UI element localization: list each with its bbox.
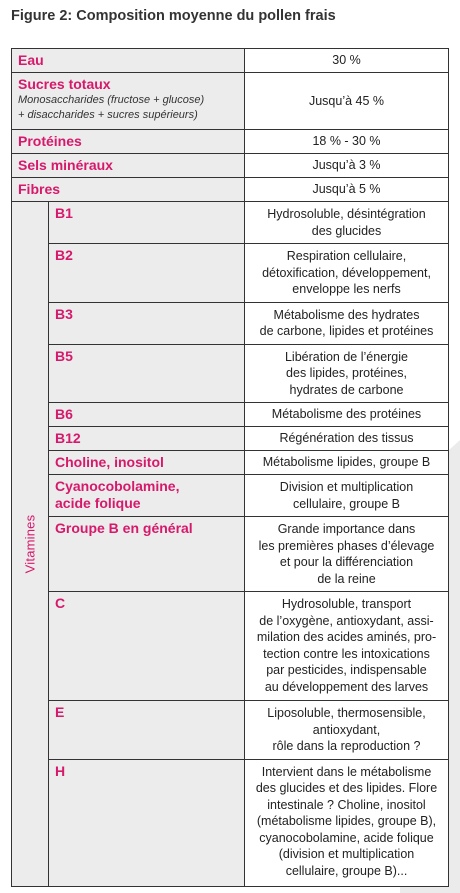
vitamins-group-cell [12, 202, 49, 887]
vitamin-name: C [49, 592, 245, 701]
vitamin-name: B3 [49, 302, 245, 344]
description-line: rôle dans la reproduction ? [272, 739, 421, 753]
description-line: détoxification, développement, [262, 265, 431, 280]
description-line: des glucides [311, 223, 382, 238]
description-line: de la reine [317, 571, 376, 586]
description-line: Respiration cellulaire, [286, 249, 407, 263]
vitamin-row-c [12, 592, 449, 701]
vitamin-name: B5 [49, 344, 245, 403]
vitamin-row-h [12, 759, 449, 886]
vitamin-row-choline [12, 451, 449, 475]
vitamin-row-b6 [12, 403, 449, 427]
table-row-fibres [12, 178, 449, 202]
description-line: des lipides, protéines, [286, 366, 407, 380]
description-line: milation des acides aminés, pro- [256, 630, 437, 644]
description-line: tection contre les intoxications [263, 646, 430, 661]
row-value: 18 % - 30 % [245, 130, 449, 154]
vitamin-row-groupe-b [12, 517, 449, 592]
description-line: Hydrosoluble, désintégration [267, 207, 426, 221]
vitamin-name: H [49, 759, 245, 886]
vitamin-description [245, 344, 449, 403]
vitamin-row-b5 [12, 344, 449, 403]
description-line: Liposoluble, thermosensible, [267, 706, 426, 720]
row-label-group [12, 73, 245, 130]
row-label: Fibres [12, 178, 245, 202]
vitamin-name: B1 [49, 202, 245, 244]
description-line: Métabolisme lipides, groupe B [262, 455, 431, 469]
vitamin-name: B2 [49, 244, 245, 303]
vitamin-row-b2 [12, 244, 449, 303]
vitamin-description [245, 427, 449, 451]
vitamin-row-b1 [12, 202, 449, 244]
vitamin-description [245, 202, 449, 244]
description-line: Régénération des tissus [279, 431, 414, 445]
description-line: par pesticides, indispensable [266, 663, 427, 677]
row-value: 30 % [245, 49, 449, 73]
table-row-sucres [12, 73, 449, 130]
description-line: Intervient dans le métabolisme [261, 764, 432, 779]
vitamin-name: Cyanocobolamine, [55, 478, 180, 494]
description-line: Métabolisme des protéines [271, 407, 422, 421]
description-line: enveloppe les nerfs [292, 282, 401, 296]
row-label: Sels minéraux [12, 154, 245, 178]
row-label: Sucres totaux [18, 76, 111, 92]
description-line: cyanocobolamine, acide folique [259, 830, 434, 845]
vitamin-name: B6 [49, 403, 245, 427]
vitamin-description [245, 517, 449, 592]
table-row-proteines [12, 130, 449, 154]
description-line: Libération de l’énergie [284, 349, 408, 364]
row-sublabel: Monosaccharides (fructose + glucose) [18, 94, 205, 106]
description-line: cellulaire, groupe B)... [285, 863, 408, 878]
description-line: (division et multiplication [278, 847, 415, 861]
description-line: les premières phases d’élevage [258, 538, 435, 553]
description-line: de l’oxygène, antioxydant, assi- [259, 613, 434, 628]
vitamins-group-label: Vitamines [22, 514, 38, 574]
vitamin-row-b12 [12, 427, 449, 451]
row-value: Jusqu’à 45 % [245, 73, 449, 130]
vitamin-row-e [12, 701, 449, 760]
row-sublabel: + disaccharides + sucres supérieurs) [18, 109, 198, 121]
figure-title: Figure 2: Composition moyenne du pollen frais [11, 8, 336, 24]
description-line: Hydrosoluble, transport [281, 597, 412, 611]
vitamin-description [245, 302, 449, 344]
vitamin-name: acide folique [55, 495, 141, 511]
description-line: des glucides et des lipides. Flore [255, 781, 438, 795]
row-value: Jusqu’à 5 % [245, 178, 449, 202]
vitamin-description [245, 451, 449, 475]
description-line: antioxydant, [312, 722, 381, 737]
description-line: et pour la différenciation [279, 555, 414, 569]
vitamin-row-b3 [12, 302, 449, 344]
vitamin-name: B12 [49, 427, 245, 451]
vitamin-name-group [49, 475, 245, 517]
vitamin-description [245, 475, 449, 517]
vitamin-description [245, 759, 449, 886]
description-line: cellulaire, groupe B [292, 496, 400, 511]
description-line: Division et multiplication [279, 480, 414, 494]
vitamin-description [245, 592, 449, 701]
composition-table [11, 48, 449, 887]
row-label: Protéines [12, 130, 245, 154]
table-row-eau [12, 49, 449, 73]
vitamin-description [245, 701, 449, 760]
description-line: hydrates de carbone [289, 382, 404, 397]
description-line: Grande importance dans [277, 522, 416, 536]
description-line: Métabolisme des hydrates [273, 307, 420, 322]
description-line: au développement des larves [264, 679, 429, 694]
description-line: intestinale ? Choline, inositol [267, 797, 426, 812]
vitamin-description [245, 244, 449, 303]
vitamin-description [245, 403, 449, 427]
row-value: Jusqu’à 3 % [245, 154, 449, 178]
vitamin-name: Groupe B en général [49, 517, 245, 592]
description-line: (métabolisme lipides, groupe B), [256, 814, 437, 828]
vitamin-row-cyanocobolamine [12, 475, 449, 517]
row-label: Eau [12, 49, 245, 73]
vitamin-name: Choline, inositol [49, 451, 245, 475]
vitamin-name: E [49, 701, 245, 760]
description-line: de carbone, lipides et protéines [259, 324, 434, 338]
table-row-sels [12, 154, 449, 178]
